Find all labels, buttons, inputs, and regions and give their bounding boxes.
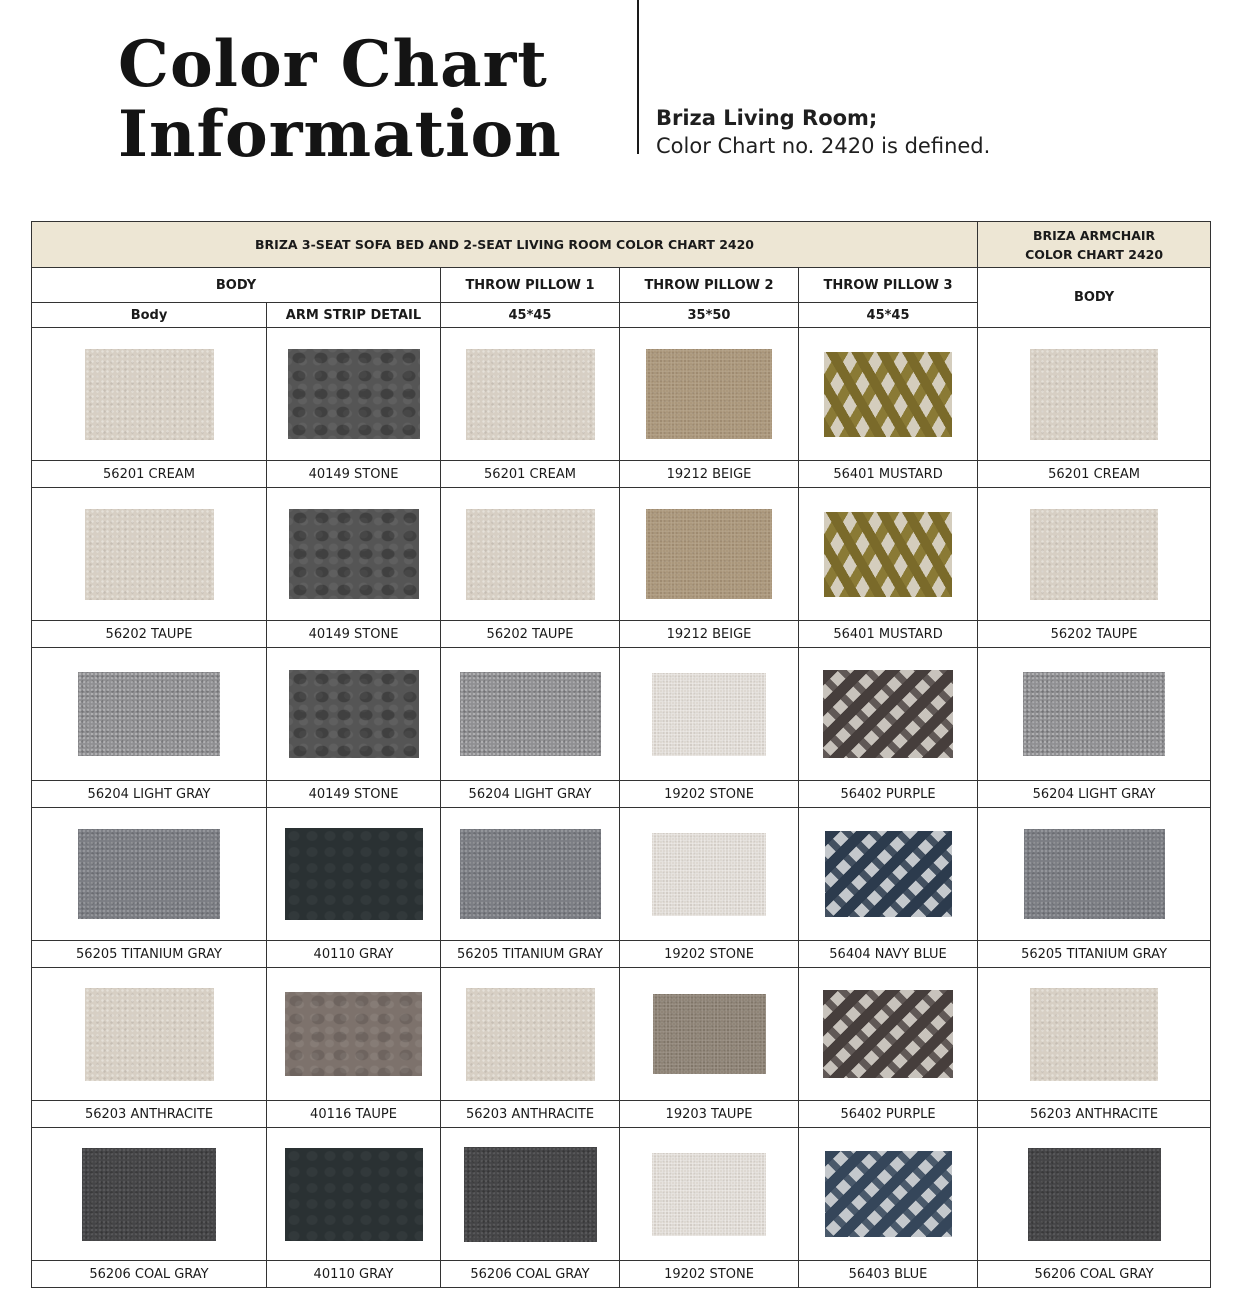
color-label: 56402 PURPLE xyxy=(799,781,978,808)
fabric-swatch xyxy=(1030,349,1158,440)
leather-swatch xyxy=(288,349,420,439)
color-label: 56204 LIGHT GRAY xyxy=(441,781,620,808)
subtitle-line-2: Color Chart no. 2420 is defined. xyxy=(656,134,991,158)
color-chart-table xyxy=(31,221,1211,1288)
pillow2-header: THROW PILLOW 2 xyxy=(620,268,799,303)
color-label: 56404 NAVY BLUE xyxy=(799,941,978,968)
pillow3-size: 45*45 xyxy=(799,303,978,328)
fabric-swatch xyxy=(85,349,214,440)
fabric-swatch xyxy=(825,1151,952,1237)
color-label: 40149 STONE xyxy=(267,621,441,648)
fabric-swatch xyxy=(1023,672,1165,756)
color-label: 56205 TITANIUM GRAY xyxy=(978,941,1211,968)
color-label: 56403 BLUE xyxy=(799,1261,978,1288)
fabric-swatch xyxy=(652,833,766,916)
fabric-swatch xyxy=(78,829,220,919)
subtitle-line-1: Briza Living Room; xyxy=(656,106,878,130)
color-label: 56202 TAUPE xyxy=(978,621,1211,648)
subtitle xyxy=(656,104,990,160)
color-label: 19202 STONE xyxy=(620,1261,799,1288)
sofa-chart-header: BRIZA 3-SEAT SOFA BED AND 2-SEAT LIVING ROOM COLOR CHART 2420 xyxy=(32,222,978,268)
title-line-2: Information xyxy=(118,97,562,172)
body-column-header: Body xyxy=(32,303,267,328)
fabric-swatch xyxy=(652,673,766,756)
fabric-swatch xyxy=(653,994,766,1074)
color-label: 56203 ANTHRACITE xyxy=(441,1101,620,1128)
fabric-swatch xyxy=(85,509,214,600)
fabric-swatch xyxy=(460,672,601,756)
color-label: 56401 MUSTARD xyxy=(799,621,978,648)
fabric-swatch xyxy=(823,670,953,758)
fabric-swatch xyxy=(652,1153,766,1236)
fabric-swatch xyxy=(646,349,772,439)
armchair-header-line-2: COLOR CHART 2420 xyxy=(1025,246,1164,262)
color-label: 56206 COAL GRAY xyxy=(32,1261,267,1288)
color-label: 19212 BEIGE xyxy=(620,461,799,488)
color-label: 56201 CREAM xyxy=(441,461,620,488)
body-group-header: BODY xyxy=(32,268,441,303)
arm-strip-column-header: ARM STRIP DETAIL xyxy=(267,303,441,328)
fabric-swatch xyxy=(1030,988,1158,1081)
color-label: 19202 STONE xyxy=(620,941,799,968)
color-label: 56206 COAL GRAY xyxy=(441,1261,620,1288)
color-label: 56202 TAUPE xyxy=(441,621,620,648)
color-label: 19202 STONE xyxy=(620,781,799,808)
color-label: 56204 LIGHT GRAY xyxy=(32,781,267,808)
fabric-swatch xyxy=(823,990,953,1078)
color-label: 40149 STONE xyxy=(267,461,441,488)
pillow3-header: THROW PILLOW 3 xyxy=(799,268,978,303)
color-label: 56201 CREAM xyxy=(978,461,1211,488)
fabric-swatch xyxy=(824,352,952,437)
pillow2-size: 35*50 xyxy=(620,303,799,328)
fabric-swatch xyxy=(466,509,595,600)
color-label: 56402 PURPLE xyxy=(799,1101,978,1128)
pillow1-header: THROW PILLOW 1 xyxy=(441,268,620,303)
page-title xyxy=(118,27,562,172)
header-divider xyxy=(637,0,639,154)
leather-swatch xyxy=(285,992,422,1076)
color-label: 56206 COAL GRAY xyxy=(978,1261,1211,1288)
leather-swatch xyxy=(289,670,419,758)
color-label: 19203 TAUPE xyxy=(620,1101,799,1128)
title-line-1: Color Chart xyxy=(118,27,548,102)
color-label: 40110 GRAY xyxy=(267,1261,441,1288)
fabric-swatch xyxy=(1028,1148,1161,1241)
leather-swatch xyxy=(289,509,419,599)
fabric-swatch xyxy=(824,512,952,597)
armchair-body-header: BODY xyxy=(978,268,1211,328)
color-label: 56204 LIGHT GRAY xyxy=(978,781,1211,808)
color-label: 56202 TAUPE xyxy=(32,621,267,648)
color-label: 56205 TITANIUM GRAY xyxy=(32,941,267,968)
fabric-swatch xyxy=(825,831,952,917)
fabric-swatch xyxy=(460,829,601,919)
color-label: 56201 CREAM xyxy=(32,461,267,488)
leather-swatch xyxy=(285,1148,423,1241)
fabric-swatch xyxy=(78,672,220,756)
fabric-swatch xyxy=(1024,829,1165,919)
fabric-swatch xyxy=(1030,509,1158,600)
color-label: 40149 STONE xyxy=(267,781,441,808)
color-label: 40116 TAUPE xyxy=(267,1101,441,1128)
color-label: 56401 MUSTARD xyxy=(799,461,978,488)
color-label: 56203 ANTHRACITE xyxy=(32,1101,267,1128)
fabric-swatch xyxy=(646,509,772,599)
color-label: 19212 BEIGE xyxy=(620,621,799,648)
fabric-swatch xyxy=(82,1148,216,1241)
color-label: 40110 GRAY xyxy=(267,941,441,968)
color-label: 56205 TITANIUM GRAY xyxy=(441,941,620,968)
fabric-swatch xyxy=(85,988,214,1081)
fabric-swatch xyxy=(466,349,595,440)
pillow1-size: 45*45 xyxy=(441,303,620,328)
leather-swatch xyxy=(285,828,423,920)
fabric-swatch xyxy=(464,1147,597,1242)
color-label: 56203 ANTHRACITE xyxy=(978,1101,1211,1128)
armchair-chart-header xyxy=(978,222,1211,268)
armchair-header-line-1: BRIZA ARMCHAIR xyxy=(1032,227,1156,243)
fabric-swatch xyxy=(466,988,595,1081)
